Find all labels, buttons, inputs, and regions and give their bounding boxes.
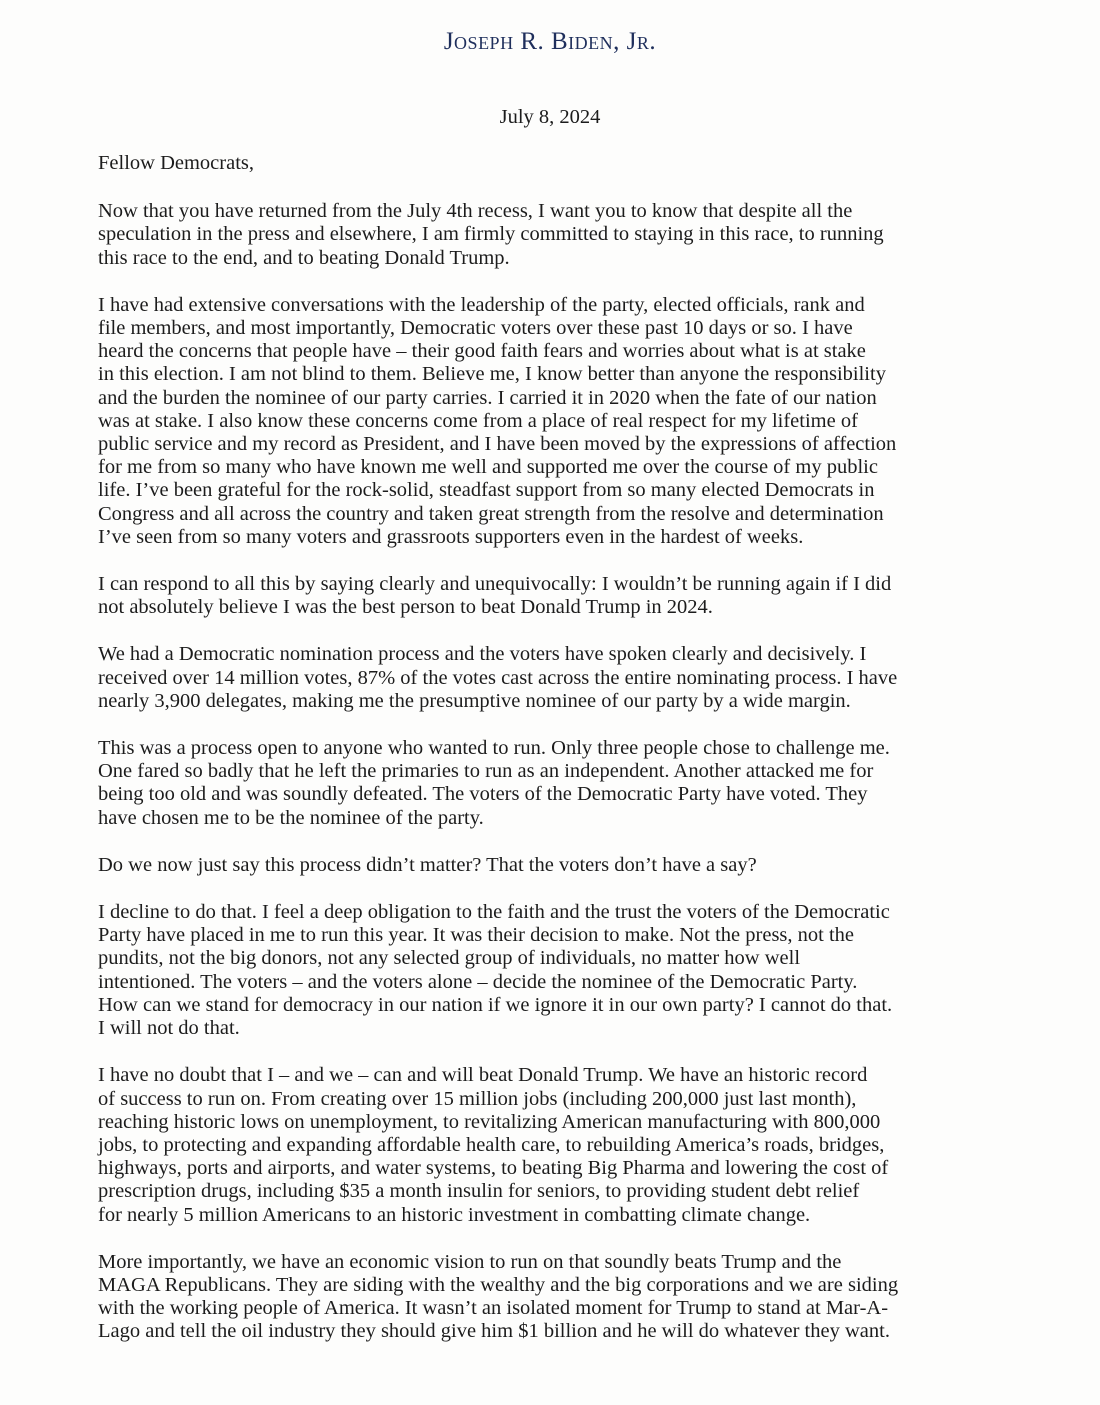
paragraph-line: not absolutely believe I was the best person to beat Donald Trump in 2024. <box>98 596 713 619</box>
paragraph <box>98 1064 998 1226</box>
paragraph-line: nearly 3,900 delegates, making me the presumptive nominee of our party by a wide margin. <box>98 689 851 712</box>
paragraph-line: received over 14 million votes, 87% of the votes cast across the entire nominating process. I have <box>98 666 898 689</box>
letter-body <box>98 152 998 1368</box>
paragraph-line: with the working people of America. It wasn’t an isolated moment for Trump to stand at Mar-A- <box>98 1297 889 1320</box>
paragraph-line: jobs, to protecting and expanding affordable health care, to rebuilding America’s roads, bridges, <box>98 1133 885 1156</box>
paragraph <box>98 200 998 270</box>
paragraph <box>98 854 998 877</box>
paragraph-line: Now that you have returned from the July 4th recess, I want you to know that despite all the <box>98 200 853 223</box>
paragraph-line: was at stake. I also know these concerns come from a place of real respect for my lifetime of <box>98 409 858 432</box>
paragraph-line: speculation in the press and elsewhere, I am firmly committed to staying in this race, to running <box>98 223 884 246</box>
paragraph <box>98 1251 998 1344</box>
paragraph-line: pundits, not the big donors, not any selected group of individuals, no matter how well <box>98 947 801 970</box>
letter-date: July 8, 2024 <box>499 106 601 128</box>
paragraph-list <box>98 200 998 1343</box>
paragraph-line: This was a process open to anyone who wanted to run. Only three people chose to challenge me. <box>98 737 890 760</box>
paragraph-line: Lago and tell the oil industry they should give him $1 billion and he will do whatever they want. <box>98 1320 890 1343</box>
paragraph-line: for me from so many who have known me well and supported me over the course of my public <box>98 456 878 479</box>
paragraph-line: Congress and all across the country and taken great strength from the resolve and determination <box>98 502 884 525</box>
paragraph-line: MAGA Republicans. They are siding with the wealthy and the big corporations and we are siding <box>98 1273 899 1296</box>
paragraph <box>98 643 998 713</box>
paragraph <box>98 573 998 619</box>
paragraph-line: heard the concerns that people have – their good faith fears and worries about what is at stake <box>98 340 866 363</box>
paragraph <box>98 901 998 1040</box>
paragraph-line: of success to run on. From creating over 15 million jobs (including 200,000 just last month), <box>98 1087 857 1110</box>
paragraph-line: One fared so badly that he left the primaries to run as an independent. Another attacked me for <box>98 760 874 783</box>
paragraph-line: Party have placed in me to run this year. It was their decision to make. Not the press, not the <box>98 924 855 947</box>
paragraph-line: How can we stand for democracy in our nation if we ignore it in our own party? I cannot do that. <box>98 993 893 1016</box>
paragraph-line: highways, ports and airports, and water systems, to beating Big Pharma and lowering the cost of <box>98 1157 889 1180</box>
paragraph-line: and the burden the nominee of our party carries. I carried it in 2020 when the fate of our nation <box>98 386 877 409</box>
paragraph-line: I can respond to all this by saying clearly and unequivocally: I wouldn’t be running again if I did <box>98 573 892 596</box>
paragraph-line: I decline to do that. I feel a deep obligation to the faith and the trust the voters of the Democratic <box>98 901 890 924</box>
salutation: Fellow Democrats, <box>98 152 254 174</box>
paragraph <box>98 737 998 830</box>
paragraph-line: More importantly, we have an economic vision to run on that soundly beats Trump and the <box>98 1250 842 1273</box>
paragraph-line: in this election. I am not blind to them. Believe me, I know better than anyone the responsibility <box>98 363 886 386</box>
paragraph-line: I have had extensive conversations with the leadership of the party, elected officials, rank and <box>98 293 865 316</box>
paragraph-line: this race to the end, and to beating Donald Trump. <box>98 246 510 269</box>
paragraph-line: We had a Democratic nomination process and the voters have spoken clearly and decisively. I <box>98 643 867 666</box>
paragraph-line: I will not do that. <box>98 1017 240 1040</box>
paragraph-line: I’ve seen from so many voters and grassroots supporters even in the hardest of weeks. <box>98 525 804 548</box>
paragraph <box>98 294 998 549</box>
paragraph-line: intentioned. The voters – and the voters alone – decide the nominee of the Democratic Party. <box>98 970 858 993</box>
paragraph-line: have chosen me to be the nominee of the party. <box>98 806 484 829</box>
paragraph-line: file members, and most importantly, Democratic voters over these past 10 days or so. I have <box>98 317 853 340</box>
paragraph-line: Do we now just say this process didn’t matter? That the voters don’t have a say? <box>98 853 757 876</box>
paragraph-line: I have no doubt that I – and we – can and will beat Donald Trump. We have an historic record <box>98 1064 868 1087</box>
paragraph-line: public service and my record as President, and I have been moved by the expressions of affection <box>98 433 897 456</box>
paragraph-line: for nearly 5 million Americans to an historic investment in combatting climate change. <box>98 1203 811 1226</box>
letterhead: Joseph R. Biden, Jr. <box>443 28 657 55</box>
paragraph-line: life. I’ve been grateful for the rock-solid, steadfast support from so many elected Democrats in <box>98 479 875 502</box>
paragraph-line: reaching historic lows on unemployment, to revitalizing American manufacturing with 800,000 <box>98 1110 881 1133</box>
paragraph-line: prescription drugs, including $35 a month insulin for seniors, to providing student debt relief <box>98 1180 860 1203</box>
paragraph-line: being too old and was soundly defeated. The voters of the Democratic Party have voted. They <box>98 783 868 806</box>
